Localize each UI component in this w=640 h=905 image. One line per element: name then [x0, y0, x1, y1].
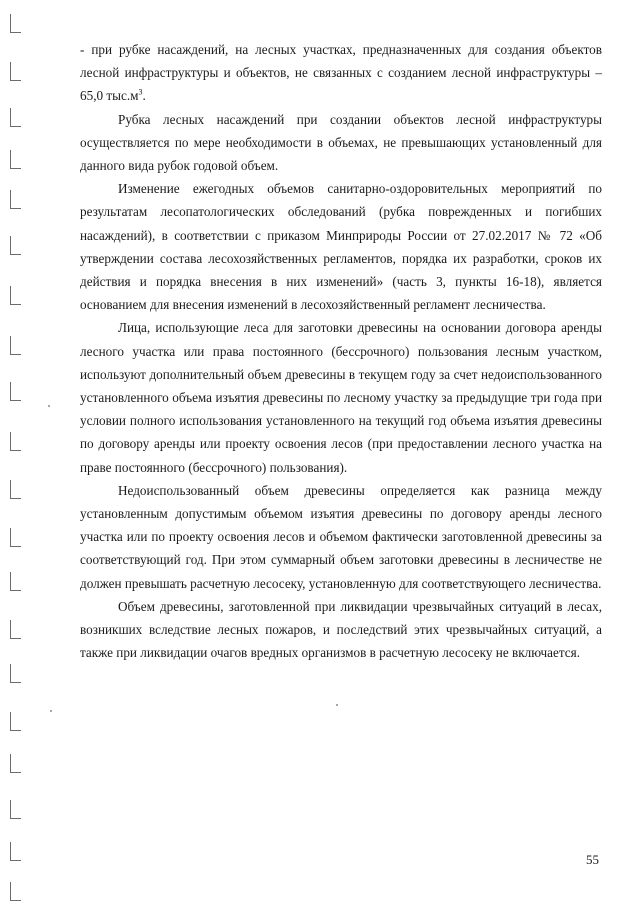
- binding-mark: [10, 336, 21, 355]
- paragraph: Изменение ежегодных объемов санитарно-оздоровительных мероприятий по результатам лесопатологических обследований (рубка поврежденных и погибших насаждений), в соответствии с приказом Минприроды России от 27.02.2017 № 72 «Об утверждении состава лесохозяйственных регламентов, порядка их разработки, сроков их действия и порядка внесения в них изменений» (часть 3, пункты 16-18), является основанием для внесения изменений в лесохозяйственный регламент лесничества.: [80, 181, 602, 313]
- binding-marks: [6, 0, 26, 905]
- binding-mark: [10, 528, 21, 547]
- binding-mark: [10, 108, 21, 127]
- binding-mark: [10, 432, 21, 451]
- paragraph: [80, 38, 602, 108]
- binding-mark: [10, 14, 21, 33]
- binding-mark: [10, 190, 21, 209]
- paragraph: Недоиспользованный объем древесины определяется как разница между установленным допустимым объемом изъятия древесины по договору аренды лесного участка или по проекту освоения лесов и объемом фактически заготовленной древесины за соответствующий год. При этом суммарный объем заготовки древесины в лесничестве не должен превышать расчетную лесосеку, установленную для соответствующего лесничества.: [80, 482, 602, 591]
- paragraph: Объем древесины, заготовленной при ликвидации чрезвычайных ситуаций в лесах, возникших вследствие лесных пожаров, и последствий этих чрезвычайных ситуаций, а также при ликвидации очагов вредных организмов в расчетную лесосеку не включается.: [80, 598, 602, 661]
- binding-mark: [10, 754, 21, 773]
- scan-speck: [336, 704, 338, 706]
- binding-mark: [10, 286, 21, 305]
- binding-mark: [10, 712, 21, 731]
- binding-mark: [10, 800, 21, 819]
- binding-mark: [10, 664, 21, 683]
- document-body: [80, 38, 602, 664]
- paragraph: Рубка лесных насаждений при создании объектов лесной инфраструктуры осуществляется по мере необходимости в объемах, не превышающих установленный для данного вида рубок годовой объем.: [80, 111, 602, 174]
- scan-speck: [48, 405, 50, 407]
- binding-mark: [10, 236, 21, 255]
- paragraph-text: - при рубке насаждений, на лесных участках, предназначенных для создания объектов лесной инфраструктуры и объектов, не связанных с созданием лесной инфраструктуры – 65,0 тыс.м: [80, 42, 602, 104]
- scan-speck: [50, 710, 52, 712]
- binding-mark: [10, 572, 21, 591]
- binding-mark: [10, 382, 21, 401]
- paragraph-suffix: .: [142, 88, 146, 104]
- binding-mark: [10, 150, 21, 169]
- binding-mark: [10, 620, 21, 639]
- binding-mark: [10, 480, 21, 499]
- binding-mark: [10, 842, 21, 861]
- cubic-superscript: 3: [138, 88, 143, 98]
- binding-mark: [10, 62, 21, 81]
- page-number: 55: [586, 852, 599, 867]
- paragraph: Лица, использующие леса для заготовки древесины на основании договора аренды лесного участка или права постоянного (бессрочного) пользования лесным участком, используют дополнительный объем древесины в текущем году за счет недоиспользованного установленного объема изъятия древесины по лесному участку за предыдущие три года при условии полного использования установленного на текущий год объема изъятия древесины по договору аренды или проекту освоения лесов (при предоставлении лесного участка на праве постоянного (бессрочного) пользования).: [80, 320, 602, 475]
- binding-mark: [10, 882, 21, 901]
